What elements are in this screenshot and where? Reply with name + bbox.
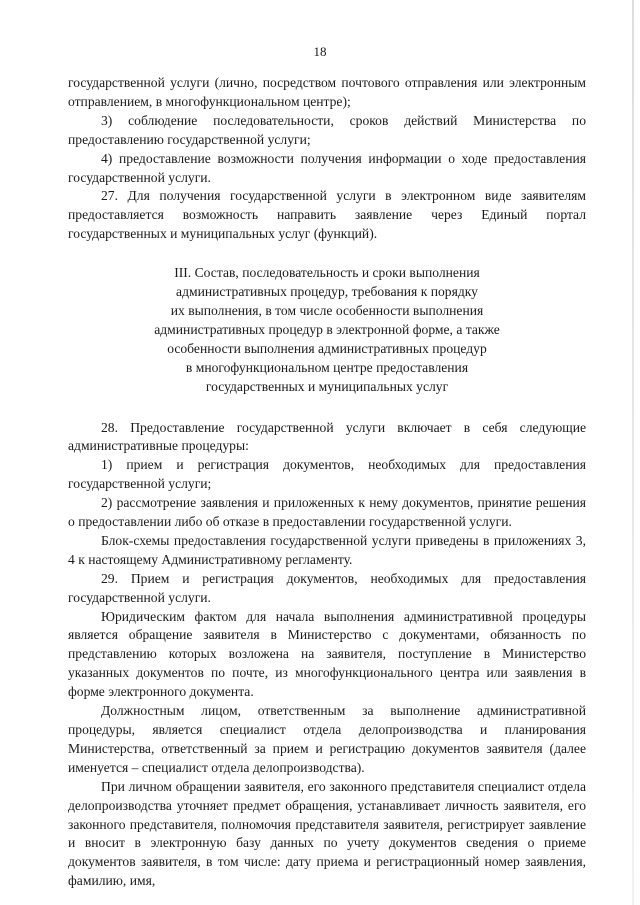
paragraph-28: 28. Предоставление государственной услуги включает в себя следующие административные процедуры: [68,419,586,454]
section-heading-line: административных процедур, требования к порядку [176,284,478,300]
section-heading-line: III. Состав, последовательность и сроки выполнения [174,265,480,281]
list-item-1: 1) прием и регистрация документов, необходимых для предоставления государственной услуги; [68,457,586,492]
paragraph-legal-fact: Юридическим фактом для начала выполнения административной процедуры является обращение заявителя в Министерство с документами, обязанность по представлению которых возложена на заявителя, поступление в Министерство указанных документов по почте, из многофункционального центра или заявления в форме электронного документа. [68,608,586,700]
page-number: 18 [313,44,327,59]
paragraph-27: 27. Для получения государственной услуги в электронном виде заявителям предоставляется возможность направить заявление через Единый портал государственных и муниципальных услуг (функций). [68,188,586,242]
paragraph-flowcharts: Блок-схемы предоставления государственной услуги приведены в приложениях 3, 4 к настоящему Административному регламенту. [68,532,586,567]
section-heading [128,264,526,396]
scan-edge [632,0,634,905]
section-heading-line: их выполнения, в том числе особенности выполнения [170,302,484,318]
section-heading-line: административных процедур в электронной форме, а также [154,321,500,337]
paragraph-personal-appeal: При личном обращении заявителя, его законного представителя специалист отдела делопроизводства уточняет предмет обращения, устанавливает личность заявителя, его законного представителя, полномочия представителя заявителя, регистрирует заявление и вносит в электронную базу данных по учету документов сведения о приеме документов заявителя, в том числе: дату приема и регистрационный номер заявления, фамилию, имя, [68,778,586,889]
section-heading-line: государственных и муниципальных услуг [205,378,449,394]
list-item-2: 2) рассмотрение заявления и приложенных к нему документов, принятие решения о предоставлении либо об отказе в предоставлении государственной услуги. [68,495,586,530]
section-heading-line: в многофункциональном центре предоставления [185,359,469,375]
section-heading-line: особенности выполнения административных процедур [167,340,487,356]
paragraph-29: 29. Прием и регистрация документов, необходимых для предоставления государственной услуги. [68,570,586,605]
document-body [68,74,586,891]
list-item-4: 4) предоставление возможности получения информации о ходе предоставления государственной услуги. [68,150,586,185]
paragraph-continuation: государственной услуги (лично, посредством почтового отправления или электронным отправлением, в многофункциональном центре); [68,75,586,109]
paragraph-responsible-official: Должностным лицом, ответственным за выполнение административной процедуры, является специалист отдела делопроизводства и планирования Министерства, ответственный за прием и регистрацию документов заявителя (далее именуется – специалист отдела делопроизводства). [68,703,586,775]
list-item-3: 3) соблюдение последовательности, сроков действий Министерства по предоставлению государственной услуги; [68,112,586,147]
